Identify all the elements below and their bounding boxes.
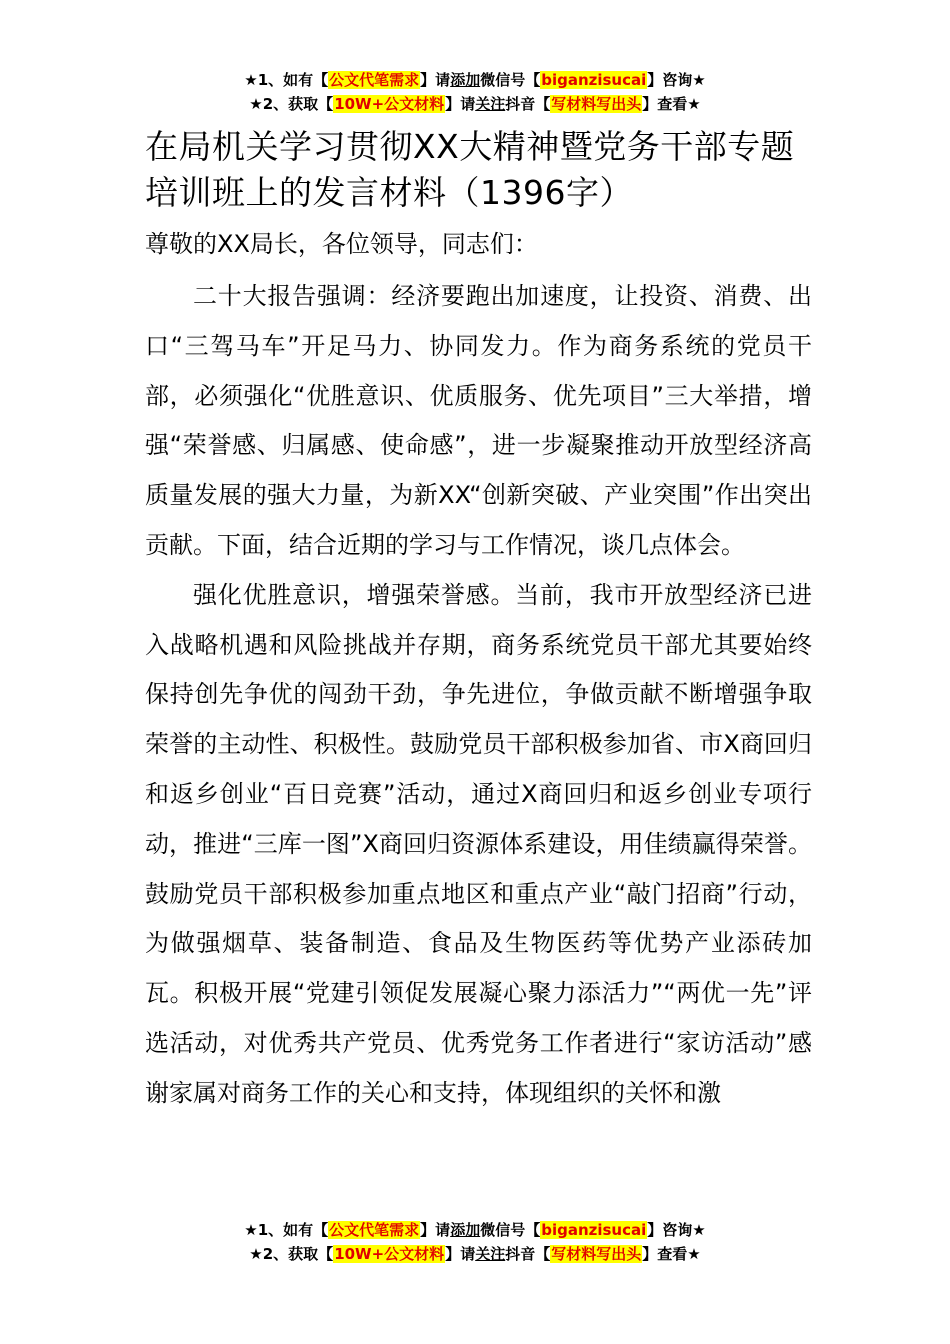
promo-text: 】请	[445, 95, 476, 113]
promo-banner-bottom	[0, 1218, 950, 1266]
promo-text: 】请	[420, 71, 451, 89]
promo-text: 抖音【	[505, 1245, 551, 1263]
promo-text: 】查看★	[642, 95, 701, 113]
promo-highlight: 公文代笔需求	[329, 71, 420, 89]
promo-text: ★2、获取【	[249, 1245, 334, 1263]
promo-text: 】查看★	[642, 1245, 701, 1263]
promo-underline: 添加	[450, 71, 481, 89]
promo-text: 】请	[445, 1245, 476, 1263]
paragraph: 强化优胜意识，增强荣誉感。当前，我市开放型经济已进入战略机遇和风险挑战并存期，商务系统党员干部尤其要始终保持创先争优的闯劲干劲，争先进位，争做贡献不断增强争取荣誉的主动性、积极性。鼓励党员干部积极参加省、市X商回归和返乡创业“百日竞赛”活动，通过X商回归和返乡创业专项行动，推进“三库一图”X商回归资源体系建设，用佳绩赢得荣誉。鼓励党员干部积极参加重点地区和重点产业“敲门招商”行动，为做强烟草、装备制造、食品及生物医药等优势产业添砖加瓦。积极开展“党建引领促发展凝心聚力添活力”“两优一先”评选活动，对优秀共产党员、优秀党务工作者进行“家访活动”感谢家属对商务工作的关心和支持，体现组织的关怀和激	[145, 580, 812, 1107]
promo-text: ★2、获取【	[249, 95, 334, 113]
promo-highlight: 10W+公文材料	[334, 95, 445, 113]
promo-text: 】咨询★	[647, 1221, 706, 1239]
promo-highlight: biganzisucai	[541, 71, 647, 89]
promo-highlight: 写材料写出头	[551, 95, 642, 113]
document-title: 在局机关学习贯彻XX大精神暨党务干部专题培训班上的发言材料（1396字）	[145, 127, 795, 212]
promo-text: 微信号【	[480, 71, 541, 89]
paragraph: 二十大报告强调：经济要跑出加速度，让投资、消费、出口“三驾马车”开足马力、协同发力。作为商务系统的党员干部，必须强化“优胜意识、优质服务、优先项目”三大举措，增强“荣誉感、归属感、使命感”，进一步凝聚推动开放型经济高质量发展的强大力量，为新XX“创新突破、产业突围”作出突出贡献。下面，结合近期的学习与工作情况，谈几点体会。	[145, 282, 812, 559]
promo-line-1	[0, 1218, 950, 1242]
promo-highlight: 写材料写出头	[551, 1245, 642, 1263]
promo-line-1	[0, 68, 950, 92]
promo-text: 】请	[420, 1221, 451, 1239]
promo-text: 】咨询★	[647, 71, 706, 89]
promo-line-2	[0, 1242, 950, 1266]
promo-underline: 关注	[475, 95, 506, 113]
promo-text: ★1、如有【	[244, 71, 329, 89]
promo-highlight: 公文代笔需求	[329, 1221, 420, 1239]
promo-underline: 添加	[450, 1221, 481, 1239]
promo-text: ★1、如有【	[244, 1221, 329, 1239]
promo-text: 微信号【	[480, 1221, 541, 1239]
promo-highlight: biganzisucai	[541, 1221, 647, 1239]
promo-underline: 关注	[475, 1245, 506, 1263]
salutation: 尊敬的XX局长，各位领导，同志们：	[145, 230, 538, 258]
promo-line-2	[0, 92, 950, 116]
promo-text: 抖音【	[505, 95, 551, 113]
document-body	[145, 272, 812, 1119]
promo-banner-top	[0, 68, 950, 116]
promo-highlight: 10W+公文材料	[334, 1245, 445, 1263]
